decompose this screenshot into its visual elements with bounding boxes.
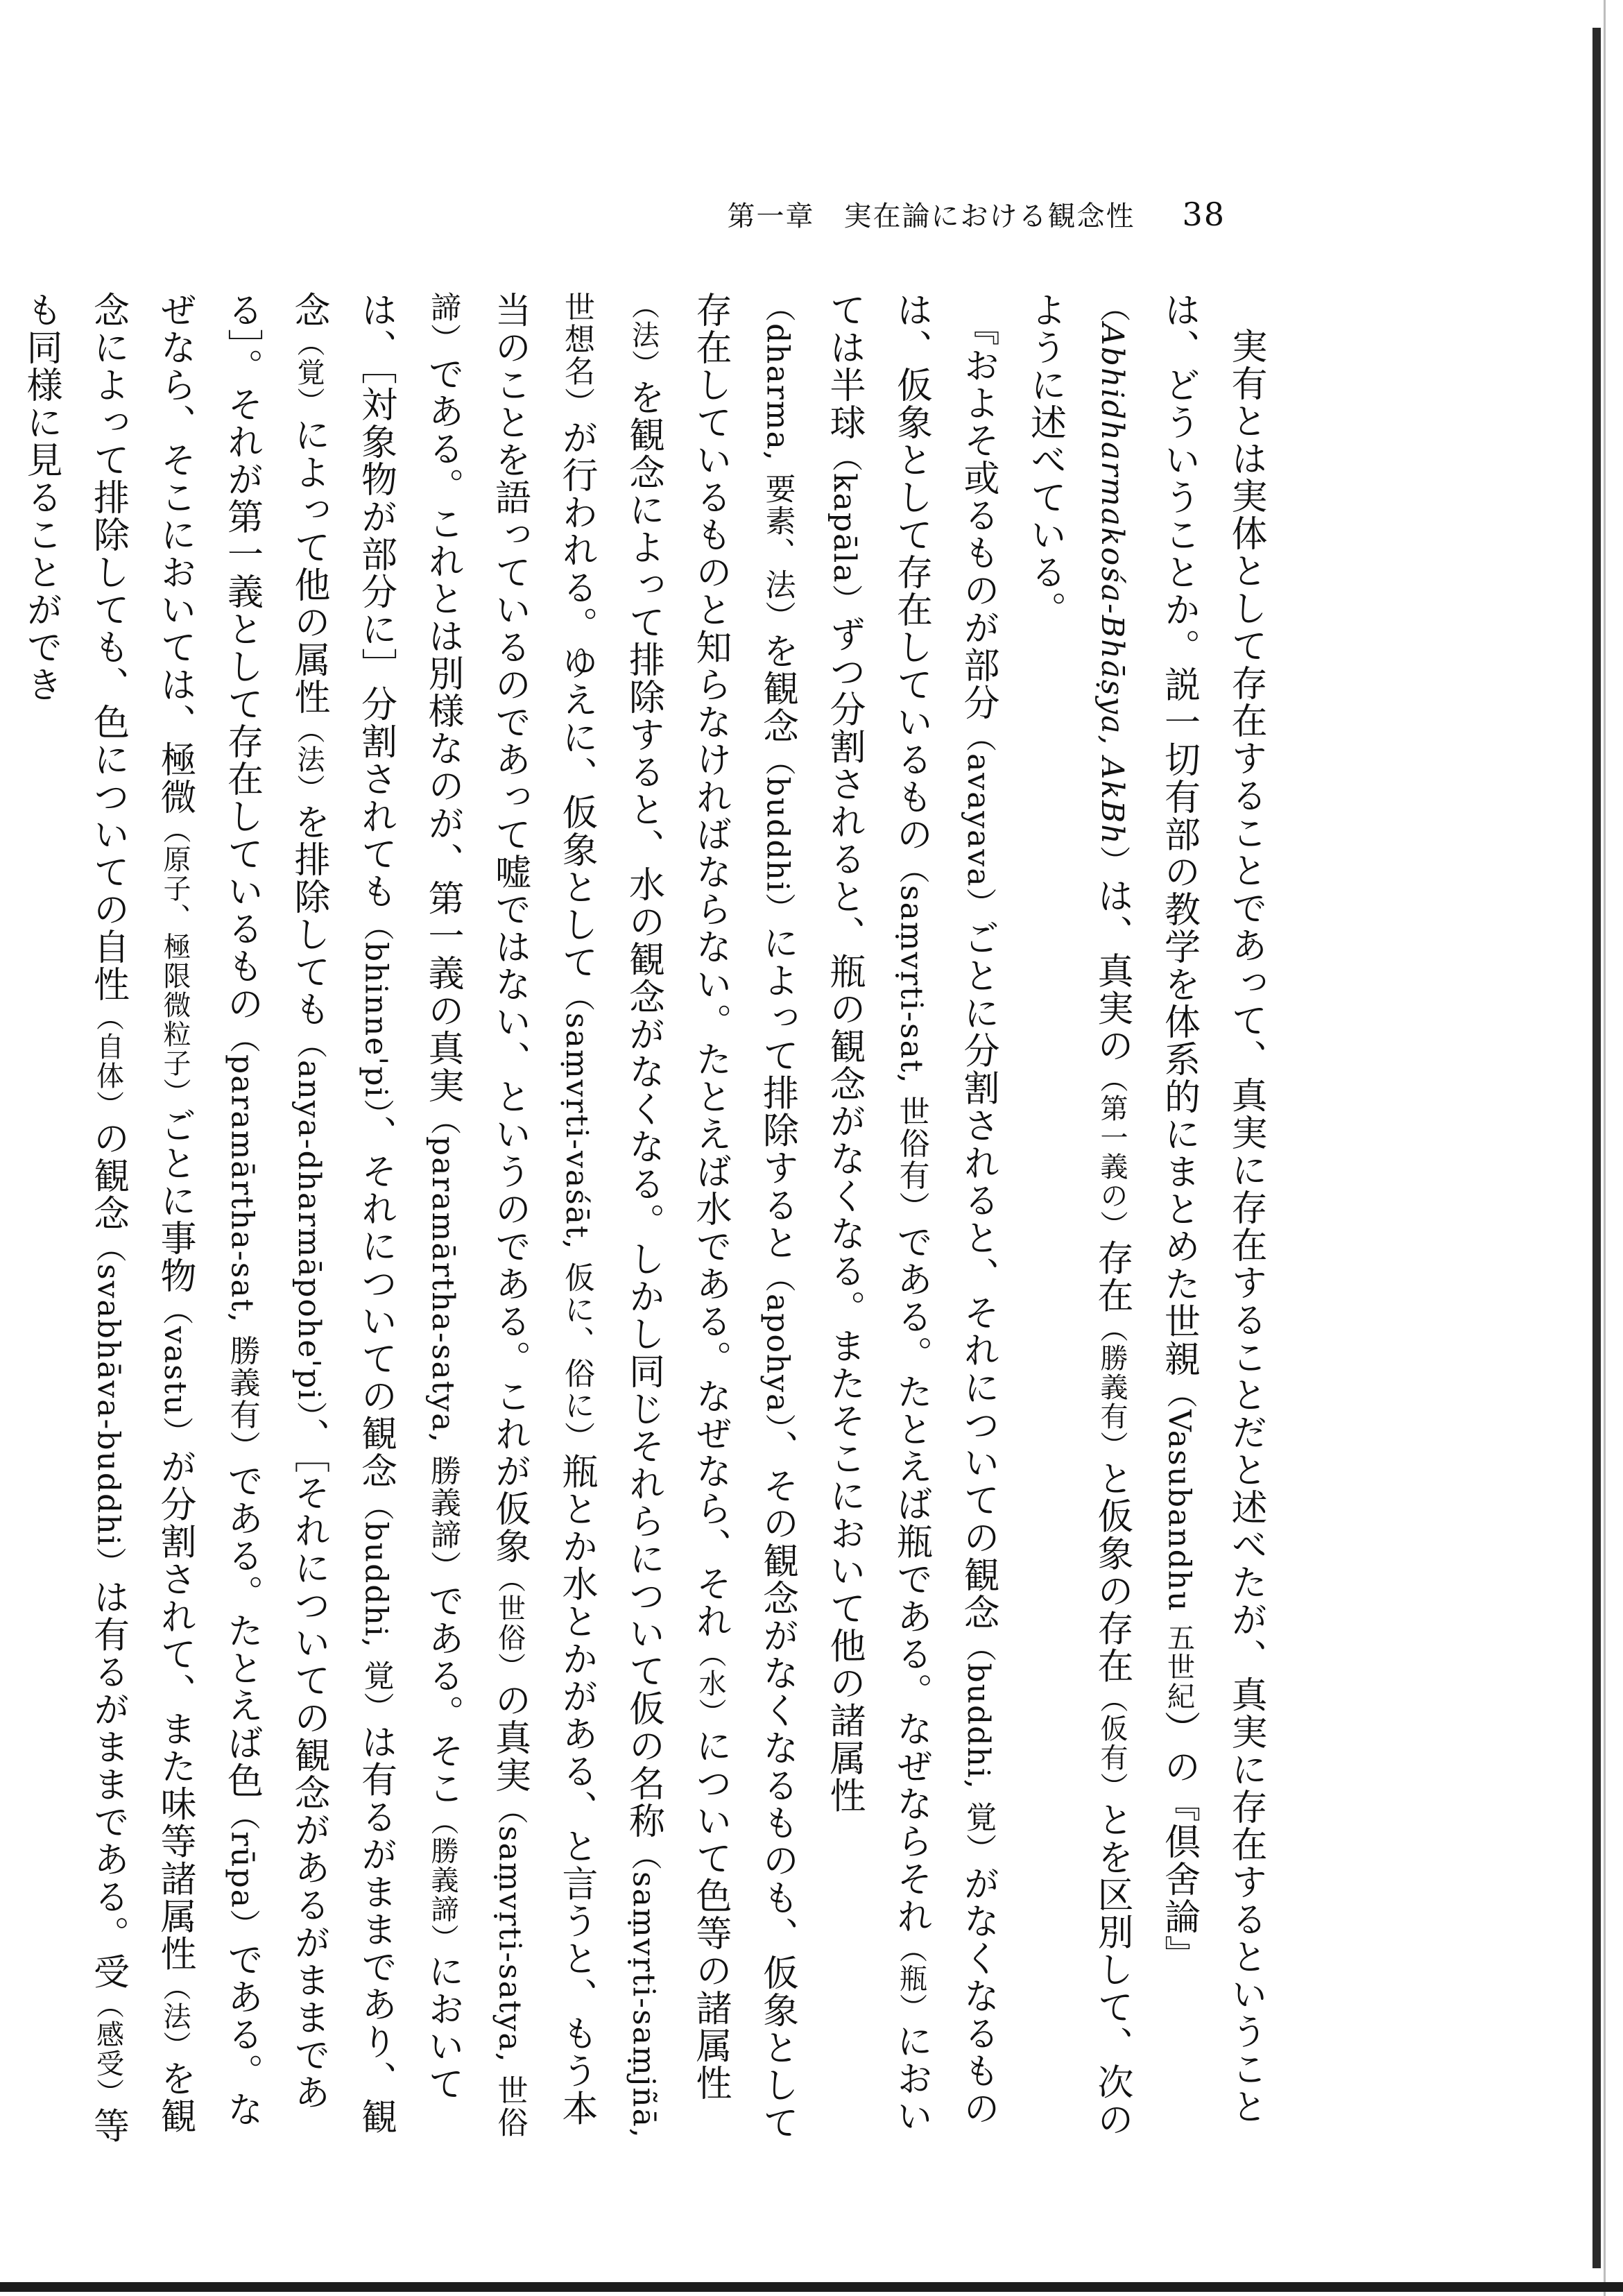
text-run: が行われる。ゆえに、仮象として	[556, 419, 597, 981]
romanized-term: （	[1094, 291, 1130, 323]
text-run: は有るがままであり、観念	[288, 291, 397, 2136]
romanized-term: （saṃvṛti-vaśāt, 仮に、俗に）	[559, 981, 594, 1453]
binding-shadow	[1592, 28, 1601, 2268]
romanized-term: （buddhi）	[759, 744, 796, 925]
text-run: ずつ分割されると、瓶の観念がなくなる。またそこにおいて他の諸属性	[823, 615, 865, 1815]
gloss-note: （第一義の）	[1096, 1064, 1128, 1240]
text-run: の観念	[87, 1120, 129, 1232]
text-run: である。そこ	[422, 1582, 463, 1808]
gloss-note: （感受）	[92, 1990, 124, 2107]
gloss-note: （覚）	[293, 329, 325, 416]
romanized-term: （buddhi, 覚）	[961, 1631, 996, 1865]
gloss-note: （勝義諦）	[427, 1807, 458, 1953]
text-run: の真実	[488, 1681, 531, 1794]
text-run: を観念によって排除しても、色についての自性	[87, 291, 196, 2135]
text-run: である。たとえば色	[221, 1462, 263, 1800]
text-run: ごとに事物	[154, 1107, 196, 1294]
vertical-body-text	[0, 291, 1279, 2150]
running-header	[727, 194, 1226, 234]
text-run: 、［それについての観念があるがままである］。それが第一義として存在しているもの	[221, 291, 329, 2111]
text-run: を観念によって排除すると、水の観念がなくなる。しかし同じそれらについて仮の名称	[622, 379, 664, 1840]
text-run: を排除しても	[288, 803, 329, 1028]
text-run: がなくなるものは、仮象として存在しているもの	[890, 291, 999, 2127]
text-run: が分割されて、また味等諸属性	[154, 1448, 196, 1973]
romanized-term: （vastu）	[157, 1294, 193, 1448]
romanized-term: （anya-dharmāpohe'pi）	[291, 1028, 327, 1418]
text-run: 存在	[1091, 1239, 1133, 1314]
text-run: 実有とは実体として存在することであって、真実に存在することだと述べたが、真実に存在するということは、どういうことか。説一切有部の教学を体系的にまとめた世親	[1158, 291, 1266, 2125]
romanized-term: （paramārtha-satya, 勝義諦）	[425, 1104, 461, 1583]
gloss-note: （世俗）	[493, 1565, 526, 1681]
scan-bottom-border	[0, 2282, 1623, 2292]
text-run: について色等の諸属性	[689, 1727, 731, 2102]
romanized-term: （apohya）	[759, 1261, 796, 1430]
gloss-note: （勝義有）	[1096, 1314, 1128, 1460]
gloss-note: （水）	[694, 1640, 726, 1727]
gloss-note: （仮有）	[1096, 1684, 1128, 1801]
romanized-term: （rūpa）	[224, 1799, 260, 1942]
gloss-note: （自体）	[92, 1003, 124, 1120]
chapter-title: 第一章 実在論における観念性	[727, 200, 1135, 232]
romanized-term: （kapāla）	[827, 441, 862, 616]
gloss-note: （法）	[159, 1972, 191, 2060]
text-run: ごとに分割されると、それについての観念	[957, 919, 999, 1631]
gloss-note: （法）	[627, 291, 660, 379]
gloss-note: （法）	[293, 716, 325, 803]
romanized-term: （paramārtha-sat, 勝義有）	[224, 1022, 260, 1463]
text-run: 、その観念がなくなるものも、仮象として存在しているものと知らなければならない。たとえば水である。なぜなら、それ	[689, 291, 798, 2142]
text-run: においては半球	[823, 291, 932, 2135]
text-run: 瓶とか水とかがある、と言うと、もう本当のことを語っているのであって嘘ではない、というのである。これが仮象	[488, 291, 597, 2127]
gloss-note: （原子、極限微粒子）	[159, 816, 191, 1107]
text-run: によって他の属性	[288, 416, 329, 716]
romanized-term: （saṃvṛti-satya, 世俗諦）	[425, 291, 528, 2139]
text-run: は、真実の	[1091, 877, 1133, 1065]
text-run: は有るがままである。受	[87, 1578, 129, 1991]
romanized-term: Abhidharmakośa-Bhāṣya, AkBh	[1094, 323, 1130, 846]
text-run: と仮象の存在	[1091, 1459, 1133, 1685]
page-number: 38	[1182, 196, 1226, 233]
paragraph	[8, 291, 1012, 2150]
romanized-term: （saṃvṛti-saṃjñā, 世想名）	[559, 291, 662, 2139]
text-run: 等も同様に見ることができ	[20, 291, 129, 2145]
romanized-term: （avayava）	[961, 721, 996, 920]
text-run: とを区別して、次のように述べている。	[1024, 291, 1133, 2139]
text-run: である。たとえば瓶である。なぜならそれ	[890, 1223, 932, 1935]
gloss-note: （瓶）	[895, 1935, 927, 2023]
page-edge-line	[1604, 0, 1606, 2296]
text-run: 『およそ或るものが部分	[957, 309, 999, 721]
gloss-note: 五世紀	[1162, 1623, 1195, 1711]
paragraph	[1011, 291, 1279, 2150]
text-run: 、それについての観念	[354, 1115, 397, 1490]
romanized-term: （dharma, 要素、法）	[759, 291, 796, 633]
romanized-term: （bhinne'pi）	[358, 910, 394, 1115]
text-run: ）の『倶舍論』	[1158, 1711, 1200, 1973]
romanized-term: （svabhāva-buddhi）	[90, 1232, 126, 1579]
romanized-term: （buddhi, 覚）	[358, 1489, 394, 1724]
romanized-term: （saṃvṛti-sat, 世俗有）	[893, 853, 929, 1224]
text-run: においては、［対象物が部分に］分割されても	[354, 291, 463, 2103]
text-run: である。これとは別様なのが、第一義の真実	[422, 355, 463, 1104]
romanized-term: ）	[1094, 845, 1130, 877]
romanized-term: （Vasubandhu	[1161, 1378, 1197, 1624]
text-run: である。なぜなら、そこにおいては、極微	[154, 291, 263, 2129]
text-run: によって排除すると	[756, 924, 798, 1262]
text-run: を観念	[756, 632, 798, 745]
